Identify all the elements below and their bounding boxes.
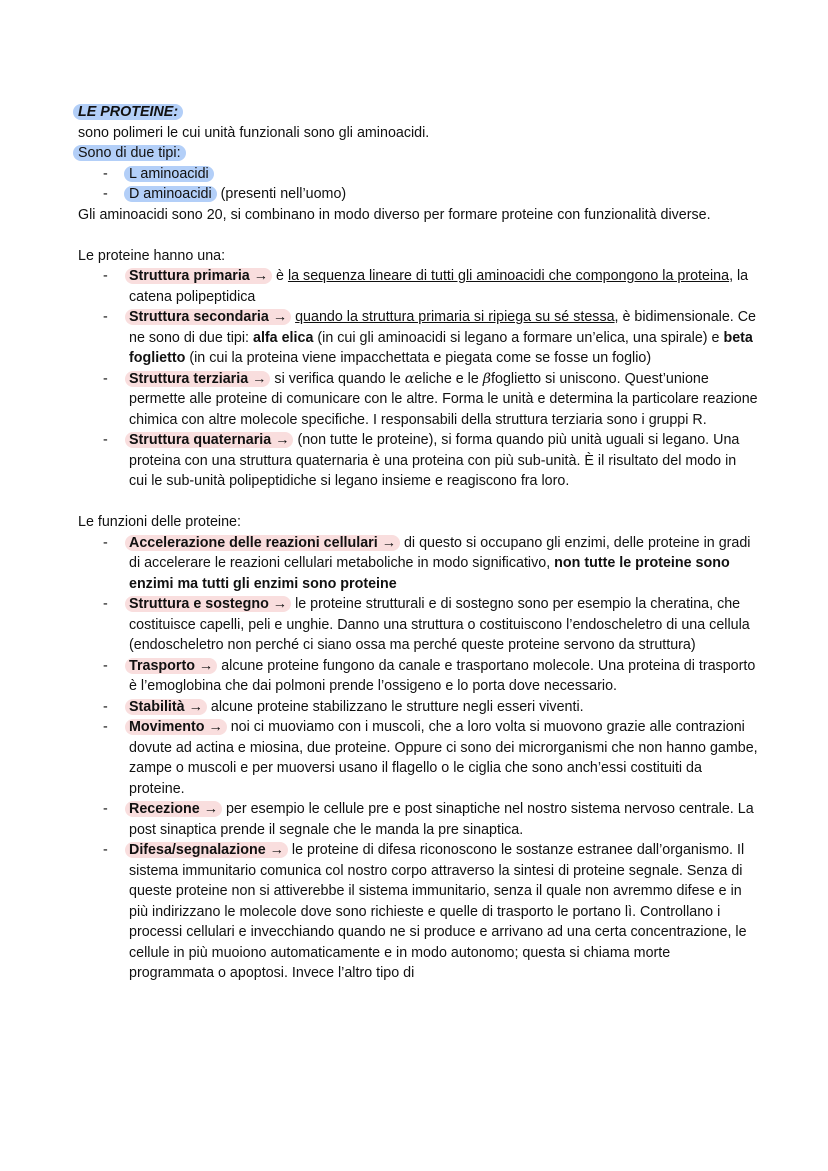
list-item: - Trasporto → alcune proteine fungono da canale e trasportano molecole. Una proteina di trasporto è l’emoglobina che dai polmoni prende l’ossigeno e lo porta dove necessario. [78,656,758,697]
structure-intro: Le proteine hanno una: [78,247,226,264]
structure-term: Struttura secondaria → [125,309,291,325]
function-term: Difesa/segnalazione → [125,842,288,858]
list-item: - Struttura secondaria → quando la struttura primaria si ripiega su sé stessa, è bidimensionale. Ce ne sono di due tipi: alfa elica (in cui gli aminoacidi si legano a formare un’elica, una spirale) e beta foglietto (in cui la proteina viene impacchettata e piegata come se fosse un foglio) [78,307,758,369]
arrow-icon: → [253,268,269,284]
function-term: Struttura e sostegno → [125,596,291,612]
arrow-icon: → [275,432,290,448]
intro-text: sono polimeri le cui unità funzionali sono gli aminoacidi. [78,124,430,141]
structure-list [78,266,758,492]
arrow-icon: → [381,534,396,551]
list-item: - Struttura quaternaria → (non tutte le proteine), si forma quando più unità uguali si legano. Una proteina con una struttura quaternaria è una proteina con più sub-unità. È il risultato del modo in cui le sub-unità polipeptidiche si legano insieme e reagiscono fra loro. [78,430,758,492]
page-title-line [78,102,758,123]
arrow-icon: → [208,719,223,735]
types-list [78,164,758,205]
type-name: D aminoacidi [124,186,217,202]
arrow-icon: → [188,698,203,715]
types-label-line [78,143,758,164]
notes-content [78,102,758,984]
list-item: - Stabilità → alcune proteine stabilizzano le strutture negli esseri viventi. [78,697,758,718]
list-item: - Difesa/segnalazione → le proteine di difesa riconoscono le sostanze estranee dall’organismo. Il sistema immunitario comunica col nostro corpo attraverso la sintesi di proteine segnale. Senza di queste proteine non si attiverebbe il sistema immunitario, senza il quale non avremmo difese e in più indirizzano le molecole dove sono richieste e quelle di trasporto le portano lì. Controllano i processi cellulari e invecchiando quando ne si produce e arrivano ad una certa concentrazione, le cellule in più muoiono automaticamente e in modo autonomo; questa si chiama morte programmata o apoptosi. Invece l’altro tipo di [78,840,758,984]
structure-term: Struttura quaternaria → [125,432,293,448]
type-name: L aminoacidi [124,166,214,182]
function-term: Trasporto → [125,658,217,674]
list-item: - Movimento → noi ci muoviamo con i muscoli, che a loro volta si muovono grazie alle contrazioni dovute ad actina e miosina, due proteine. Oppure ci sono dei microrganismi che non hanno gambe, zampe o muscoli e per muoversi usano il flagello o le ciglia che sono anch’essi costituiti da proteine. [78,717,758,799]
page-title: LE PROTEINE: [73,104,183,120]
types-label: Sono di due tipi: [73,145,186,161]
list-item: - Struttura terziaria → si verifica quando le αeliche e le βfoglietto si uniscono. Quest’unione permette alle proteine di comunicare con le altre. Forma le unità e determina la particolare reazione chimica con altre molecole specifiche. I responsabili della struttura terziaria sono i gruppi R. [78,369,758,431]
functions-intro: Le funzioni delle proteine: [78,514,241,530]
arrow-icon: → [252,370,267,387]
function-term: Stabilità → [125,699,207,715]
list-item [78,164,758,185]
structure-term: Struttura terziaria → [125,371,270,387]
type-note: (presenti nell’uomo) [216,186,347,202]
structure-term: Struttura primaria → [125,268,272,284]
arrow-icon: → [269,842,284,858]
amino-paragraph: Gli aminoacidi sono 20, si combinano in modo diverso per formare proteine con funzionalità diverse. [78,206,711,223]
list-item [78,184,758,205]
function-term: Movimento → [125,719,227,735]
function-term: Recezione → [125,801,222,817]
arrow-icon: → [198,657,214,674]
function-term: Accelerazione delle reazioni cellulari → [125,535,400,551]
alpha-symbol: α [404,370,415,387]
structure-definition: la sequenza lineare di tutti gli aminoacidi che compongono la proteina [287,268,730,284]
list-item: - Struttura primaria → è la sequenza lineare di tutti gli aminoacidi che compongono la proteina, la catena polipeptidica [78,266,758,307]
list-item: - Recezione → per esempio le cellule pre e post sinaptiche nel nostro sistema nervoso centrale. La post sinaptica prende il segnale che le manda la pre sinaptica. [78,799,758,840]
list-item: - Accelerazione delle reazioni cellulari → di questo si occupano gli enzimi, delle proteine in gradi di accelerare le reazioni cellulari metaboliche in modo significativo, non tutte le proteine sono enzimi ma tutti gli enzimi sono proteine [78,533,758,595]
arrow-icon: → [272,596,288,612]
arrow-icon: → [272,309,288,325]
structure-definition: quando la struttura primaria si ripiega su sé stessa [295,309,615,325]
beta-symbol: β [482,370,492,387]
functions-list [78,533,758,984]
arrow-icon: → [203,801,218,817]
list-item: - Struttura e sostegno → le proteine strutturali e di sostegno sono per esempio la cheratina, che costituisce capelli, peli e unghie. Danno una struttura o costituiscono l’endoscheletro di una cellula (endoscheletro non perché ci siano ossa ma perché queste proteine servono da struttura) [78,594,758,656]
